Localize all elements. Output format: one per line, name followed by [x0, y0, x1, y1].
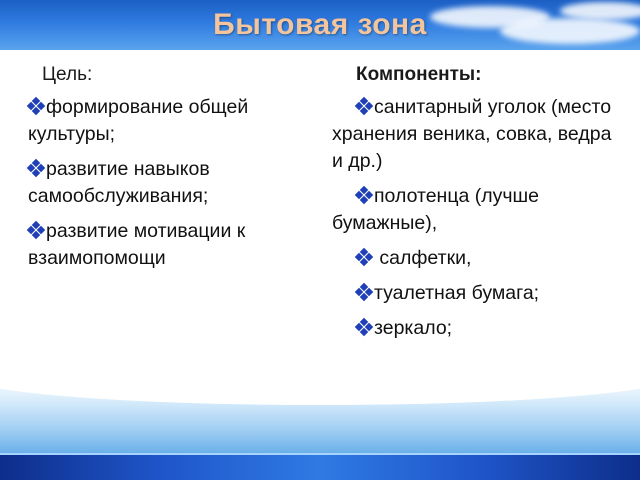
slide-content — [0, 50, 640, 380]
diamond-bullet-icon — [356, 249, 372, 265]
list-item-text: полотенца (лучше бумажные), — [332, 185, 540, 234]
components-column — [332, 62, 617, 350]
list-item-text: развитие мотивации к взаимопомощи — [28, 220, 246, 269]
header-banner — [0, 0, 640, 50]
diamond-bullet-icon — [28, 98, 44, 114]
list-item-text: санитарный уголок (место хранения веника, совка, ведра и др.) — [332, 96, 612, 172]
list-item-text: салфетки, — [374, 247, 472, 269]
list-item — [332, 315, 617, 342]
list-item-text: развитие навыков самообслуживания; — [28, 158, 210, 207]
footer-bar — [0, 455, 640, 480]
list-item — [28, 218, 310, 272]
diamond-bullet-icon — [28, 160, 44, 176]
list-item — [332, 94, 617, 175]
list-item — [332, 245, 617, 272]
list-item-text: зеркало; — [374, 317, 453, 339]
list-item — [28, 156, 310, 210]
list-item-text: формирование общей культуры; — [28, 96, 249, 145]
diamond-bullet-icon — [356, 98, 372, 114]
components-list — [332, 94, 617, 342]
list-item-text: туалетная бумага; — [374, 282, 540, 304]
goal-column — [28, 62, 310, 280]
components-heading: Компоненты: — [356, 64, 482, 85]
diamond-bullet-icon — [356, 284, 372, 300]
goal-heading: Цель: — [42, 64, 93, 85]
list-item — [332, 183, 617, 237]
diamond-bullet-icon — [28, 222, 44, 238]
slide-title: Бытовая зона — [213, 8, 427, 41]
diamond-bullet-icon — [356, 187, 372, 203]
list-item — [332, 280, 617, 307]
list-item — [28, 94, 310, 148]
goal-list — [28, 94, 310, 272]
footer-sky-decoration — [0, 375, 640, 460]
diamond-bullet-icon — [356, 319, 372, 335]
